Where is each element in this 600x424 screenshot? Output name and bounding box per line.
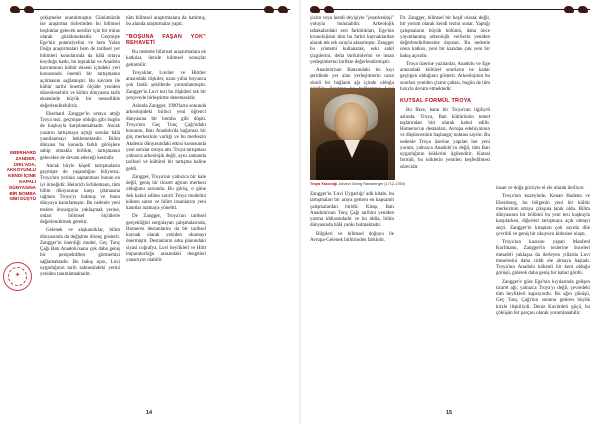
paragraph: Troya üzerine yazılanlar, Anadolu ve Ege arasındaki kültürel sınırların ne kadar geçirgen olduğunu gösterir. Arkeolojinin bu sınırları yeniden çizme çabası, bugün de tüm hızıyla devam etmektedir. <box>400 61 490 92</box>
paragraph: çekişmeler unutulmuştur. Günümüzde ise araştırma türlerinden bu bilimsel boşluklar gelecek nesiller için bir miras olarak gözükmektedir. Geçmişte Ege'nin potansiyelini ve hem Yalan Doğu araştırmaları hem de tarihsel yer bilimleri konularında da hâlâ ortaya koyduğu katkı, bu topraklar ve Anadolu kavramının kültür ekseni içindeki yeri konusunda önemli bir tartışmanın açılmasını sağlamıştır. Bu kavram ile kültür tarihi önemli ölçüde yeniden düzenlenebilir ve kültür dünyasını tarih ekseninde büyük bir nesnellikle değerlendirebiliriz. <box>40 16 120 109</box>
text-column-3 <box>496 186 590 406</box>
paragraph: çizim veya kendi deyişiyle "jeoarkeoloji" yoluyla bulunabilir. Arkeolojik tabakalardaki seri farklılıkları, Ege'nin kronolojisini tüm bu farklı kaynaklardan alarak tek tek sırayla aktarmıştır. Zangger bu yöntemi kullanarak, eski sahil çizgilerini, delta birikimlerini ve insan yerleşimlerini birlikte değerlendirmiştir. <box>310 16 394 65</box>
paragraph: Troya'nın kazısını yapan Manfred Korfmann, Zangger'in tezlerine önceleri mesafeli yaklaşsa da ilerleyen yıllarda Luvi meselesini daha ciddi ele almaya başladı. Troya'nın Anadolu kökenli bir kent olduğu görüşü, giderek daha geniş bir kabul gördü. <box>496 240 590 277</box>
seal-stamp <box>3 262 32 291</box>
paragraph: Troya'nın kuzeyinde, Kenan Hadenn ve Ebersburg, bu bölgenin yeni bir kültür merkezinin ortaya çıkışına tanık oldu. Bilim dünyasının bir bölümü bu yeni tezi kuşkuyla karşılarken, diğerleri tartışmaya açık olmayı seçti. Zangger'in kitapları çok sayıda dile çevrildi ve geniş bir okuyucu kitlesine ulaştı. <box>496 194 590 237</box>
banner-rule <box>310 9 590 10</box>
right-page <box>300 0 600 424</box>
warrior-silhouette-icon <box>24 6 34 13</box>
section-heading: KUTSAL FORMÜL TROYA <box>400 98 472 104</box>
paragraph: Zangger'e göre Ege'nin kıyılarında gelişen ticaret ağı, yalnızca Troya'yı değil, çevredeki tüm beylikleri kapsıyordu. Bu ağın çöküşü, Geç Tunç Çağı'nın sonunu getiren büyük krizle ilişkiliydi. Deniz Kavimleri göçü, bu çöküşün bir parçası olarak yorumlanabilir. <box>496 279 590 316</box>
section-heading: "BOŞUNA FAŞAN YOK" REHAVETİ <box>126 33 206 46</box>
caption-name: Troya Yazıcılığı <box>310 182 338 186</box>
paragraph: Troyalılar, Luviler ve Hititler arasındaki ilişkiler, uzun yıllar boyunca çok farklı şekillerde yorumlanmıştır. Zangger'in Luvi tezi bu ilişkileri tek bir çerçevede birleştirme denemesidir. <box>126 70 206 101</box>
warrior-silhouette-icon <box>10 6 20 13</box>
banner-rule <box>10 9 290 10</box>
paragraph: insan ve doğa gücüyle el ele olarak ilerliyor. <box>496 186 585 191</box>
text-column-2 <box>400 16 490 406</box>
warrior-silhouette-icon <box>578 6 588 13</box>
portrait-face <box>334 102 368 142</box>
page-number: 15 <box>446 410 453 416</box>
paragraph: De Zangger, Troya'nın tarihsel gerçekliğini sorgulayan çalışmalarında, Homeros destanlarını da bir tarihsel kaynak olarak yeniden okumayı önermiştir. Destanların arka planındaki siyasi coğrafya, Luvi beylikleri ve Hitit imparatorluğu arasındaki dengeleri yansıtıyor olabilir. <box>126 214 206 263</box>
paragraph: Eberhard Zangger'in ortaya attığı Troya tezi, geçmişte olduğu gibi bugün de kuşkuyla karşılanmaktadır. Ancak yazarın tartışmaya açtığı sorular hâlâ yanıtlanmayı beklemektedir. Bilim dünyası bu konuda farklı görüşlere sahip olmakla birlikte, tartışmanın gelecekte de devam edeceği kesindir. <box>40 111 120 161</box>
paragraph: Bu nedenle bilimsel araştırmalara ek katkılar, ileride bilimsel sonuçlar getirebilir. <box>126 50 206 68</box>
paragraph: tüm bilimsel araştırmalara da katılmış, bu alanda araştırmalar yaptı. <box>126 16 206 28</box>
text-column-1-bottom <box>310 192 394 406</box>
warrior-silhouette-icon <box>278 6 288 13</box>
warrior-silhouette-icon <box>310 6 320 13</box>
header-banner <box>310 6 590 13</box>
paragraph: Bu fikre, bana bir Troya'nın ilgiliydi aslında. Troya, Batı kültürünün temel taşlarından biri olarak kabul edilir. Homeros'un destanları, Avrupa edebiyatının ve düşüncesinin başlangıç noktası sayılır. Bu nedenle Troya üzerine yapılan her yeni yorum, yalnızca Anadolu'yu değil, tüm Batı uygarlığının köklerini ilgilendirir. Kutsal formül, bu köklerin yeniden keşfedilmesi sürecidir. <box>400 108 490 170</box>
portrait-painting <box>310 88 395 180</box>
paragraph: Aslında Zangger, 1990'ların sonunda arkeolojideki birinci yeni öğrenci dünyasına bir bomba gibi düştü. Troya'nın Geç Tunç Çağı'ndaki konumu, Batı Anadolu'da bağımsız bir güç merkezinin varlığı ve bu merkezin Akdeniz dünyasındaki etkisi konusunda yeni sorular ortaya attı. Troya tartışması yalnızca arkeolojik değil, aynı zamanda tarihsel ve kültürel bir tartışma haline geldi. <box>126 104 206 172</box>
text-column-2 <box>126 16 206 406</box>
seal-icon: ✦ <box>14 271 21 279</box>
paragraph: Bilgileri ve bilimsel doğuyu ile Avrupa-Gelenek birbirinden farklıdır. <box>310 231 394 243</box>
warrior-silhouette-icon <box>324 6 334 13</box>
header-banner <box>10 6 290 13</box>
paragraph: Dr. Zangger, bilimsel bir keşif olarak değil, bir yorum olarak kendi tezini sunar. Yaptığı çalışmaların büyük bölümü, daha önce yayımlanmış arkeolojik verilerin yeniden değerlendirilmesine dayanır. Bu nedenle onun katkısı, yeni bir kazıdan çok yeni bir bakış açısıdır. <box>400 16 490 59</box>
pull-quote: EBERHARD ZANDER, 1991'ADA, AKKOYUNLU KENDİ İÇİNE KAPALI DÜNYASINA BİR BOMBA GİBİ DÜŞTÜ <box>6 150 36 202</box>
image-caption <box>310 182 430 186</box>
warrior-silhouette-icon <box>264 6 274 13</box>
text-column-1 <box>40 16 120 406</box>
caption-text: Johann Georg Ransberger (1712-1769) <box>338 182 405 186</box>
paragraph: Zangger, Troya'nın yalnızca bir kale değil, geniş bir ticaret ağının merkezi olduğunu savundu. Bu görüş, o güne dek kabul edilen sınırlı Troya modelini kökten sarstı ve bilim insanlarını yeni kanıtlar aramaya yöneltti. <box>126 174 206 211</box>
page-number: 14 <box>146 410 153 416</box>
paragraph: Gelenek ve alışkanlıklar, bilim dünyasında da değişime direnç gösterir. Zangger'in önerdiği model, Geç Tunç Çağı Batı Anadolu'sunu çok daha geniş bir perspektiften görmemizi sağlamaktadır. Bu bakış açısı, Luvi uygarlığının tarih sahnesindeki yerini yeniden tanımlamaktadır. <box>40 228 120 277</box>
warrior-silhouette-icon <box>564 6 574 13</box>
paragraph: Zangger'in 'Luvi Uygarlığı' adlı kitabı, bu tartışmaları bir araya getiren en kapsamlı çalışmalardan biridir. Kitap, Batı Anadolu'nun Tunç Çağı tarihini yeniden yazma iddiasındadır ve bu iddia, bilim dünyasında hâlâ yankı bulmaktadır. <box>310 192 394 229</box>
text-column-1-top <box>310 16 394 86</box>
paragraph: Anadolu'nun Batısındaki bu kıyı şeridinde yer alan yerleşimlerin uzun süreli bir bağlantı ağı içinde olduğu <box>310 68 394 86</box>
paragraph: Ancak böyle köşeli tartışmaların geçmişte de yaşandığını biliyoruz. Troya'nın yerinin saptanması bunun en iyi örneğidir. Heinrich Schliemann, tüm bilim dünyasının karşı çıkmasına rağmen Troya'yı bulmuş ve bunu dünyaya kanıtlamıştır. Bu nedenle yeni tezlere önyargıyla yaklaşmak yerine, onları bilimsel ölçütlerle değerlendirmek gerekir. <box>40 163 120 225</box>
